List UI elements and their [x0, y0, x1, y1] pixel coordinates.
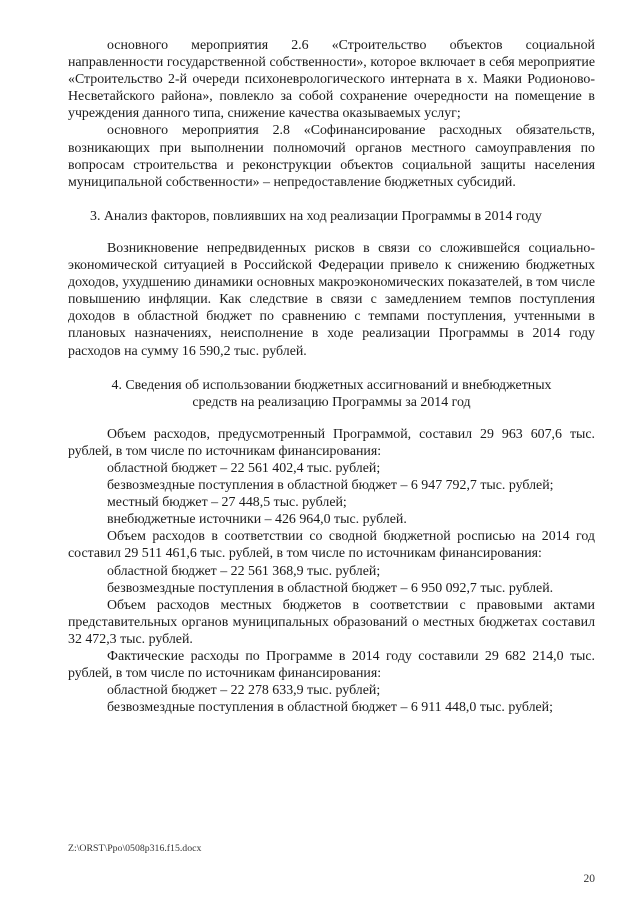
paragraph-measure-2-8: основного мероприятия 2.8 «Софинансирование расходных обязательств, возникающих при выполнении полномочий органов местного самоуправления по вопросам строительства и реконструкции объектов социальной защиты населения муниципальной собственности» – непредоставление бюджетных субсидий. — [68, 123, 595, 190]
paragraph-gratuitous-receipts-schedule: безвозмездные поступления в областной бюджет – 6 950 092,7 тыс. рублей. — [107, 580, 554, 596]
paragraph-risk-factors: Возникновение непредвиденных рисков в связи со сложившейся социально-экономической ситуацией в Российской Федерации привело к снижению бюджетных доходов, ухудшению динамики основных макроэкономических показателей, в том числе повышению инфляции. Как следствие в связи с замедлением темпов поступления доходов в областной бюджет по сравнению с темпами поступления, учтенными в плановых назначениях, неисполнение в ходе реализации Программы в 2014 году расходов на сумму 16 590,2 тыс. рублей. — [68, 240, 595, 359]
page-number: 20 — [583, 873, 595, 885]
paragraph-local-budgets-acts: Объем расходов местных бюджетов в соответствии с правовыми актами представительных органов муниципальных образований о местных бюджетах составил 32 472,3 тыс. рублей. — [68, 597, 595, 647]
paragraph-regional-budget-actual: областной бюджет – 22 278 633,9 тыс. рублей; — [107, 683, 381, 699]
paragraph-regional-budget-planned: областной бюджет – 22 561 402,4 тыс. рублей; — [107, 460, 381, 476]
paragraph-measure-2-6: основного мероприятия 2.6 «Строительство объектов социальной направленности государственной собственности», которое включает в себя мероприятие «Строительство 2-й очереди психоневрологического интерната в х. Маяки Родионово-Несветайского района», повлекло за собой сохранение очередности на помещение в учреждения данного типа, снижение качества оказываемых услуг; — [68, 38, 595, 122]
section-heading-3: 3. Анализ факторов, повлиявших на ход реализации Программы в 2014 году — [90, 208, 542, 224]
document-body — [68, 37, 595, 716]
paragraph-local-budget: местный бюджет – 27 448,5 тыс. рублей; — [107, 495, 347, 511]
paragraph-gratuitous-receipts-actual: безвозмездные поступления в областной бюджет – 6 911 448,0 тыс. рублей; — [107, 700, 553, 716]
paragraph-gratuitous-receipts-planned: безвозмездные поступления в областной бюджет – 6 947 792,7 тыс. рублей; — [107, 478, 554, 494]
paragraph-actual-expenses: Фактические расходы по Программе в 2014 году составили 29 682 214,0 тыс. рублей, в том числе по источникам финансирования: — [68, 649, 595, 682]
section-heading-4-line2: средств на реализацию Программы за 2014 год — [192, 394, 471, 410]
paragraph-extrabudgetary: внебюджетные источники – 426 964,0 тыс. рублей. — [107, 512, 407, 528]
paragraph-budget-schedule: Объем расходов в соответствии со сводной бюджетной росписью на 2014 год составил 29 511 461,6 тыс. рублей, в том числе по источникам финансирования: — [68, 529, 595, 562]
footer-file-path: Z:\ORST\Ppo\0508p316.f15.docx — [68, 843, 202, 854]
paragraph-regional-budget-schedule: областной бюджет – 22 561 368,9 тыс. рублей; — [107, 563, 381, 579]
paragraph-planned-expenses: Объем расходов, предусмотренный Программой, составил 29 963 607,6 тыс. рублей, в том числе по источникам финансирования: — [68, 426, 595, 459]
section-heading-4-line1: 4. Сведения об использовании бюджетных ассигнований и внебюджетных — [111, 377, 552, 393]
section-heading-4 — [68, 377, 595, 411]
